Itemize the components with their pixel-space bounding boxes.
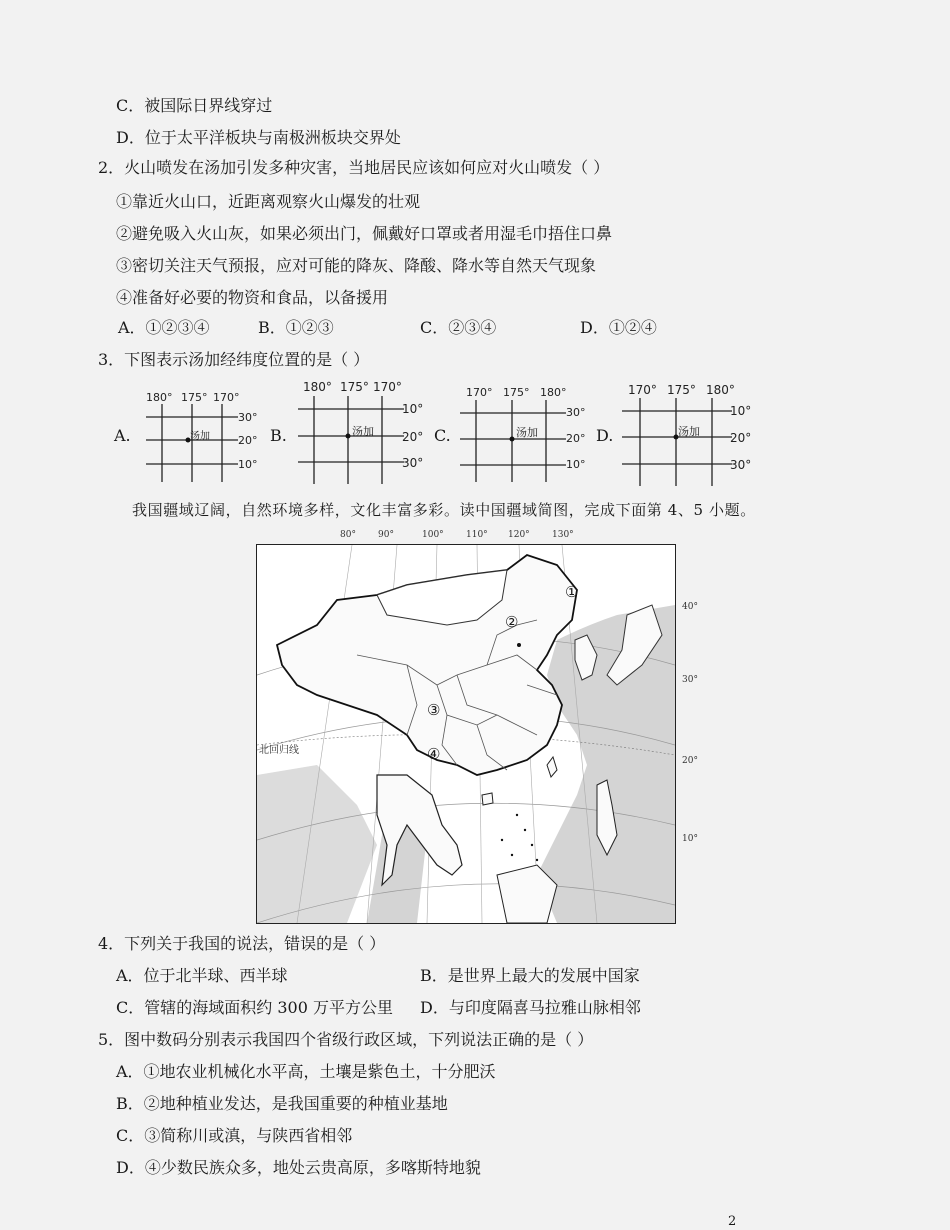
map-lon-120: 120°	[508, 530, 530, 540]
map-marker-4: ④	[427, 745, 441, 763]
q1-option-d: D．位于太平洋板块与南极洲板块交界处	[116, 128, 401, 147]
q3-d-lat-3: 30°	[730, 458, 752, 472]
q3-c-lon-3: 180°	[540, 386, 567, 399]
q2-item-1: ①靠近火山口，近距离观察火山爆发的壮观	[116, 192, 421, 211]
intro-paragraph: 我国疆域辽阔，自然环境多样，文化丰富多彩。读中国疆域简图，完成下面第 4、5 小题。	[132, 501, 756, 519]
q3-c-place: 汤加	[516, 426, 538, 439]
q3-d-lat-2: 20°	[730, 431, 752, 445]
q3-b-lat-1: 10°	[402, 402, 424, 416]
q3-b-lat-3: 30°	[402, 456, 424, 470]
q3-diagram-d-letter: D.	[596, 426, 614, 445]
q5-option-c: C．③简称川或滇，与陕西省相邻	[116, 1126, 353, 1145]
q2-item-3: ③密切关注天气预报，应对可能的降灰、降酸、降水等自然天气现象	[116, 256, 597, 275]
q3-d-place: 汤加	[678, 425, 700, 438]
q1-option-c: C．被国际日界线穿过	[116, 96, 273, 115]
q3-b-grid	[296, 394, 406, 484]
map-lon-110: 110°	[466, 530, 488, 540]
q3-a-lat-1: 30°	[238, 411, 258, 424]
q3-b-place: 汤加	[352, 425, 374, 438]
q3-c-lat-3: 10°	[566, 458, 586, 471]
q3-c-lon-1: 170°	[466, 386, 493, 399]
q3-stem: 3．下图表示汤加经纬度位置的是（ ）	[98, 350, 370, 369]
q3-a-lon-3: 170°	[213, 391, 240, 404]
q3-d-lat-1: 10°	[730, 404, 752, 418]
q4-option-c: C．管辖的海域面积约 300 万平方公里	[116, 998, 393, 1017]
q3-d-grid	[620, 396, 734, 486]
map-lat-40: 40°	[682, 602, 698, 612]
q4-option-d: D．与印度隔喜马拉雅山脉相邻	[420, 998, 641, 1017]
q5-option-b: B．②地种植业发达，是我国重要的种植业基地	[116, 1094, 448, 1113]
q3-c-lat-2: 20°	[566, 432, 586, 445]
q3-d-lon-2: 175°	[667, 383, 696, 397]
q3-diagram-c-letter: C.	[434, 426, 451, 445]
map-lon-80: 80°	[340, 530, 356, 540]
q3-a-lon-1: 180°	[146, 391, 173, 404]
q2-item-4: ④准备好必要的物资和食品，以备援用	[116, 288, 389, 307]
map-marker-3: ③	[427, 701, 441, 719]
q5-stem: 5．图中数码分别表示我国四个省级行政区域，下列说法正确的是（ ）	[98, 1030, 594, 1049]
q4-option-a: A．位于北半球、西半球	[116, 966, 288, 985]
page-number: 2	[728, 1214, 737, 1229]
map-marker-1: ①	[565, 583, 579, 601]
map-lat-20: 20°	[682, 756, 698, 766]
q3-a-lat-3: 10°	[238, 458, 258, 471]
q2-option-d: D．①②④	[580, 318, 657, 337]
map-marker-2: ②	[505, 613, 519, 631]
q3-diagram-a-letter: A.	[114, 426, 131, 445]
q3-b-lon-2: 175°	[340, 380, 369, 394]
q3-d-lon-1: 170°	[628, 383, 657, 397]
q2-item-2: ②避免吸入火山灰，如果必须出门，佩戴好口罩或者用湿毛巾捂住口鼻	[116, 224, 613, 243]
q2-stem: 2．火山喷发在汤加引发多种灾害，当地居民应该如何应对火山喷发（ ）	[98, 158, 610, 177]
q3-a-lat-2: 20°	[238, 434, 258, 447]
china-territory-map	[256, 544, 676, 924]
tropic-of-cancer-label: 北回归线	[259, 745, 299, 756]
q3-a-place: 汤加	[190, 431, 210, 442]
q3-c-lat-1: 30°	[566, 406, 586, 419]
q3-b-lat-2: 20°	[402, 430, 424, 444]
q4-stem: 4．下列关于我国的说法，错误的是（ ）	[98, 934, 386, 953]
q3-diagram-b-letter: B.	[270, 426, 287, 445]
q3-c-grid	[458, 398, 568, 482]
q5-option-d: D．④少数民族众多，地处云贵高原，多喀斯特地貌	[116, 1158, 481, 1177]
q3-b-lon-1: 180°	[303, 380, 332, 394]
q4-option-b: B．是世界上最大的发展中国家	[420, 966, 640, 985]
map-drawing	[257, 545, 675, 923]
map-lon-130: 130°	[552, 530, 574, 540]
q2-option-c: C．②③④	[420, 318, 497, 337]
q3-b-lon-3: 170°	[373, 380, 402, 394]
q5-option-a: A．①地农业机械化水平高，土壤是紫色土，十分肥沃	[116, 1062, 496, 1081]
map-lon-100: 100°	[422, 530, 444, 540]
q2-option-b: B．①②③	[258, 318, 334, 337]
map-lat-10: 10°	[682, 834, 698, 844]
q3-a-lon-2: 175°	[181, 391, 208, 404]
map-lon-90: 90°	[378, 530, 394, 540]
q3-d-lon-3: 180°	[706, 383, 735, 397]
map-lat-30: 30°	[682, 675, 698, 685]
q2-option-a: A．①②③④	[118, 318, 210, 337]
q3-a-grid	[140, 402, 240, 482]
q3-c-lon-2: 175°	[503, 386, 530, 399]
